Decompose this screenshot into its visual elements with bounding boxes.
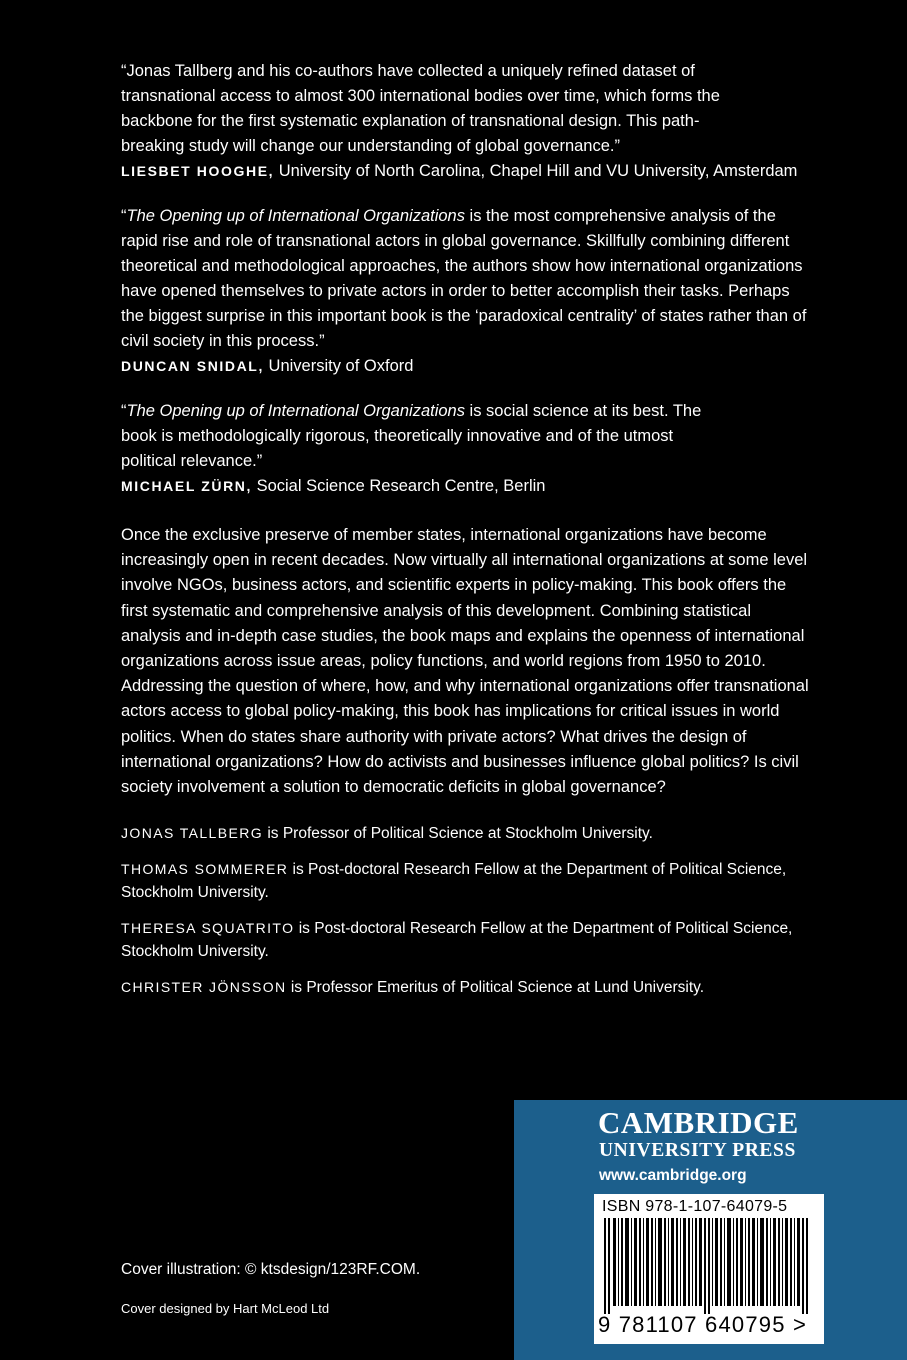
- endorser-affiliation: University of North Carolina, Chapel Hill and VU University, Amsterdam: [278, 162, 798, 180]
- design-credit: Cover designed by Hart McLeod Ltd: [121, 1301, 330, 1316]
- endorser-name: LIESBET HOOGHE,: [121, 163, 275, 179]
- barcode-icon: [604, 1218, 816, 1314]
- publisher-url: www.cambridge.org: [599, 1167, 747, 1184]
- barcode-digits: 9 781107 640795 >: [598, 1312, 808, 1337]
- quote-mark: “: [121, 207, 127, 225]
- endorser-name: DUNCAN SNIDAL,: [121, 358, 264, 374]
- endorser-affiliation: University of Oxford: [268, 357, 414, 375]
- publisher-logo-name: CAMBRIDGE: [598, 1105, 799, 1140]
- endorsement-zurn: [121, 399, 811, 499]
- author-name: THERESA SQUATRITO: [121, 920, 295, 937]
- author-description: is Post-doctoral Research Fellow at the Department of Political Science, Stockholm University.: [121, 920, 793, 961]
- endorsement-quote: [121, 399, 721, 474]
- publisher-logo-subname: UNIVERSITY PRESS: [599, 1140, 796, 1161]
- author-bio-jonsson: [121, 976, 811, 999]
- endorsement-snidal: [121, 204, 811, 379]
- author-bio-sommerer: [121, 858, 811, 904]
- endorsement-hooghe: [121, 59, 811, 184]
- quote-mark: “: [121, 402, 127, 420]
- book-title: The Opening up of International Organizations: [126, 402, 465, 420]
- author-description: is Professor Emeritus of Political Science at Lund University.: [286, 979, 705, 997]
- book-blurb: Once the exclusive preserve of member states, international organizations have become increasingly open in recent decades. Now virtually all international organizations at some level involve NGOs, business actors, and scientific experts in policy-making. This book offers the first systematic and comprehensive analysis of this development. Combining statistical analysis and in-depth case studies, the book maps and explains the openness of international organizations across issue areas, policy functions, and world regions from 1950 to 2010. Addressing the question of where, how, and why international organizations offer transnational actors access to global policy-making, this book has implications for critical issues in world politics. When do states share authority with private actors? What drives the design of international organizations? How do activists and businesses influence global politics? Is civil society involvement a solution to democratic deficits in global governance?: [121, 526, 809, 797]
- isbn-barcode: [594, 1194, 824, 1344]
- quote-text: is the most comprehensive analysis of the rapid rise and role of transnational actors in global governance. Skillfully combining different theoretical and methodological approaches, the authors show how international organizations have opened themselves to private actors in order to better accomplish their tasks. Perhaps the biggest surprise in this important book is the ‘paradoxical centrality’ of states rather than of civil society in this process.”: [121, 207, 807, 350]
- author-bio-squatrito: [121, 917, 811, 963]
- endorsement-attribution: [121, 159, 811, 184]
- endorsement-attribution: [121, 474, 811, 499]
- endorsement-attribution: [121, 354, 811, 379]
- quote-text: is social science at its best. The book is methodologically rigorous, theoretically innovative and of the utmost political relevance.”: [121, 402, 702, 470]
- author-name: CHRISTER JÖNSSON: [121, 979, 287, 996]
- cover-credits: [121, 1259, 420, 1319]
- endorsement-quote: [121, 204, 811, 354]
- author-description: is Professor of Political Science at Stockholm University.: [263, 825, 653, 843]
- book-title: The Opening up of International Organizations: [126, 207, 465, 225]
- author-description: is Post-doctoral Research Fellow at the Department of Political Science, Stockholm University.: [121, 861, 787, 902]
- endorser-name: MICHAEL ZÜRN,: [121, 478, 252, 494]
- author-name: JONAS TALLBERG: [121, 825, 264, 842]
- illustration-credit: Cover illustration: © ktsdesign/123RF.COM.: [121, 1261, 421, 1278]
- author-bio-tallberg: [121, 822, 811, 845]
- author-bios: [121, 822, 811, 999]
- isbn-number: ISBN 978-1-107-64079-5: [602, 1198, 788, 1215]
- back-cover-text: [121, 59, 811, 1012]
- author-name: THOMAS SOMMERER: [121, 861, 289, 878]
- endorser-affiliation: Social Science Research Centre, Berlin: [256, 477, 546, 495]
- endorsement-quote: “Jonas Tallberg and his co-authors have collected a uniquely refined dataset of transnational access to almost 300 international bodies over time, which forms the backbone for the first systematic explanation of transnational design. This path-breaking study will change our understanding of global governance.”: [121, 62, 720, 155]
- publisher-panel: [514, 1100, 907, 1360]
